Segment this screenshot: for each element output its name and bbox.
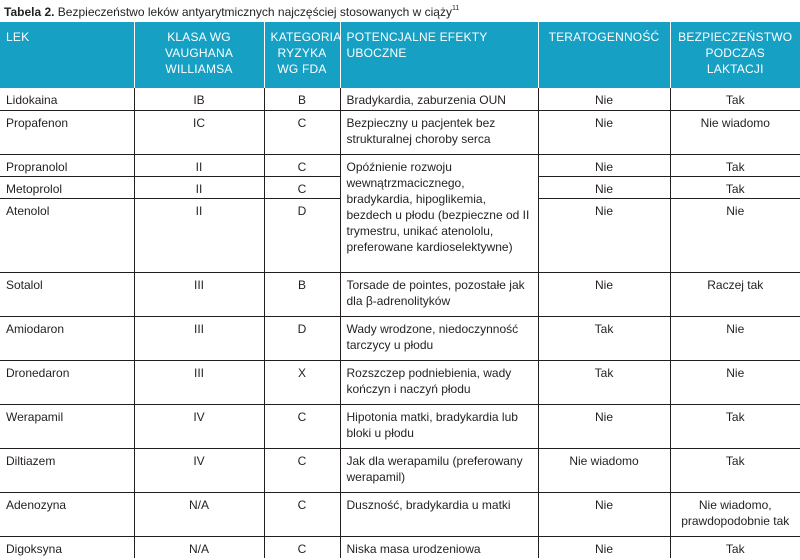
- cell-laktacja: Tak: [670, 176, 800, 198]
- header-kategoria: KATEGORIA RYZYKA WG FDA: [264, 22, 340, 88]
- cell-laktacja: Nie: [670, 316, 800, 360]
- table-row: [0, 360, 800, 404]
- cell-lek: Adenozyna: [0, 492, 134, 536]
- cell-teratogennosc: Nie: [538, 492, 670, 536]
- caption-text: Bezpieczeństwo leków antyarytmicznych najczęściej stosowanych w ciąży: [54, 5, 452, 19]
- cell-lek: Digoksyna: [6, 541, 63, 556]
- cell-kategoria: C: [264, 154, 340, 176]
- cell-klasa: IV: [134, 404, 264, 448]
- cell-efekty: Jak dla werapamilu (preferowany werapamil): [340, 448, 538, 492]
- cell-laktacja: Nie wiadomo: [670, 110, 800, 154]
- cell-teratogennosc: Nie: [538, 110, 670, 154]
- cell-klasa: II: [134, 198, 264, 272]
- cell-klasa: III: [134, 360, 264, 404]
- cell-klasa: IB: [134, 88, 264, 110]
- cell-laktacja: Nie wiadomo, prawdopodobnie tak: [670, 492, 800, 536]
- header-efekty: POTENCJALNE EFEKTY UBOCZNE: [340, 22, 538, 88]
- table-row: [0, 154, 800, 176]
- cell-klasa: II: [134, 176, 264, 198]
- table-row: [0, 404, 800, 448]
- cell-teratogennosc: Tak: [538, 316, 670, 360]
- cell-laktacja: Tak: [670, 536, 800, 558]
- cell-kategoria: B: [264, 88, 340, 110]
- table-row: [0, 492, 800, 536]
- cell-klasa: N/A: [134, 492, 264, 536]
- cell-teratogennosc: Nie: [538, 272, 670, 316]
- cell-klasa: II: [134, 154, 264, 176]
- cell-lek: Propranolol: [0, 154, 134, 176]
- table-row: [0, 272, 800, 316]
- cell-teratogennosc: Tak: [538, 360, 670, 404]
- cell-lek: Sotalol: [0, 272, 134, 316]
- cell-laktacja: Nie: [670, 198, 800, 272]
- cell-klasa: III: [134, 316, 264, 360]
- cell-efekty: Wady wrodzone, niedoczynność tarczycy u płodu: [340, 316, 538, 360]
- cell-klasa: IC: [134, 110, 264, 154]
- cell-lek: Werapamil: [0, 404, 134, 448]
- cell-kategoria: C: [264, 176, 340, 198]
- header-lek: LEK: [0, 22, 134, 88]
- cell-efekty: Duszność, bradykardia u matki: [340, 492, 538, 536]
- drug-safety-table: [0, 22, 800, 558]
- cell-laktacja: Tak: [670, 404, 800, 448]
- cell-efekty: Bezpieczny u pacjentek bez strukturalnej choroby serca: [340, 110, 538, 154]
- cell-lek: Metoprolol: [0, 176, 134, 198]
- cell-efekty: Hipotonia matki, bradykardia lub bloki u płodu: [340, 404, 538, 448]
- table-row: [0, 316, 800, 360]
- cell-efekty: Bradykardia, zaburzenia OUN: [340, 88, 538, 110]
- caption-label: Tabela 2.: [4, 5, 55, 19]
- cell-laktacja: Tak: [670, 154, 800, 176]
- cell-lek: Amiodaron: [0, 316, 134, 360]
- header-row: [0, 22, 800, 88]
- cell-laktacja: Nie: [670, 360, 800, 404]
- cell-kategoria: D: [264, 316, 340, 360]
- table-caption: [4, 4, 459, 20]
- table-row: [0, 88, 800, 110]
- cell-kategoria: C: [264, 536, 340, 558]
- cell-efekty-merged: Opóźnienie rozwoju wewnątrzmacicznego, bradykardia, hipoglikemia, bezdech u płodu (bezpieczne od II trymestru, unikać atenololu, preferowane kardioselektywne): [340, 154, 538, 272]
- cell-klasa: III: [134, 272, 264, 316]
- header-teratogennosc: TERATOGENNOŚĆ: [538, 22, 670, 88]
- cell-teratogennosc: Nie: [538, 88, 670, 110]
- cell-teratogennosc: Nie: [538, 154, 670, 176]
- cell-kategoria: C: [264, 110, 340, 154]
- cell-lek: Dronedaron: [0, 360, 134, 404]
- cell-kategoria: C: [264, 448, 340, 492]
- caption-reference: 11: [451, 5, 460, 12]
- cell-lek: Propafenon: [0, 110, 134, 154]
- cell-lek: Diltiazem: [0, 448, 134, 492]
- cell-teratogennosc: Nie: [538, 404, 670, 448]
- cell-teratogennosc: Nie: [538, 198, 670, 272]
- cell-teratogennosc: Nie: [538, 176, 670, 198]
- cell-kategoria: C: [264, 492, 340, 536]
- cell-teratogennosc: Nie wiadomo: [538, 448, 670, 492]
- cell-laktacja: Tak: [670, 448, 800, 492]
- cell-laktacja: Tak: [670, 88, 800, 110]
- cell-kategoria: C: [264, 404, 340, 448]
- cell-klasa: IV: [134, 448, 264, 492]
- cell-efekty: Rozszczep podniebienia, wady kończyn i naczyń płodu: [340, 360, 538, 404]
- cell-laktacja: Raczej tak: [670, 272, 800, 316]
- table-row: [0, 448, 800, 492]
- header-klasa: KLASA WG VAUGHANA WILLIAMSA: [134, 22, 264, 88]
- cell-klasa: N/A: [134, 536, 264, 558]
- header-laktacja: BEZPIECZEŃSTWO PODCZAS LAKTACJI: [670, 22, 800, 88]
- cell-kategoria: X: [264, 360, 340, 404]
- cell-lek: Atenolol: [0, 198, 134, 272]
- cell-efekty: Torsade de pointes, pozostałe jak dla β-adrenolityków: [340, 272, 538, 316]
- table-row: [0, 110, 800, 154]
- table-row: [0, 536, 800, 558]
- cell-lek: Lidokaina: [0, 88, 134, 110]
- cell-efekty: Niska masa urodzeniowa: [340, 536, 538, 558]
- cell-teratogennosc: Nie: [538, 536, 670, 558]
- cell-kategoria: D: [264, 198, 340, 272]
- cell-kategoria: B: [264, 272, 340, 316]
